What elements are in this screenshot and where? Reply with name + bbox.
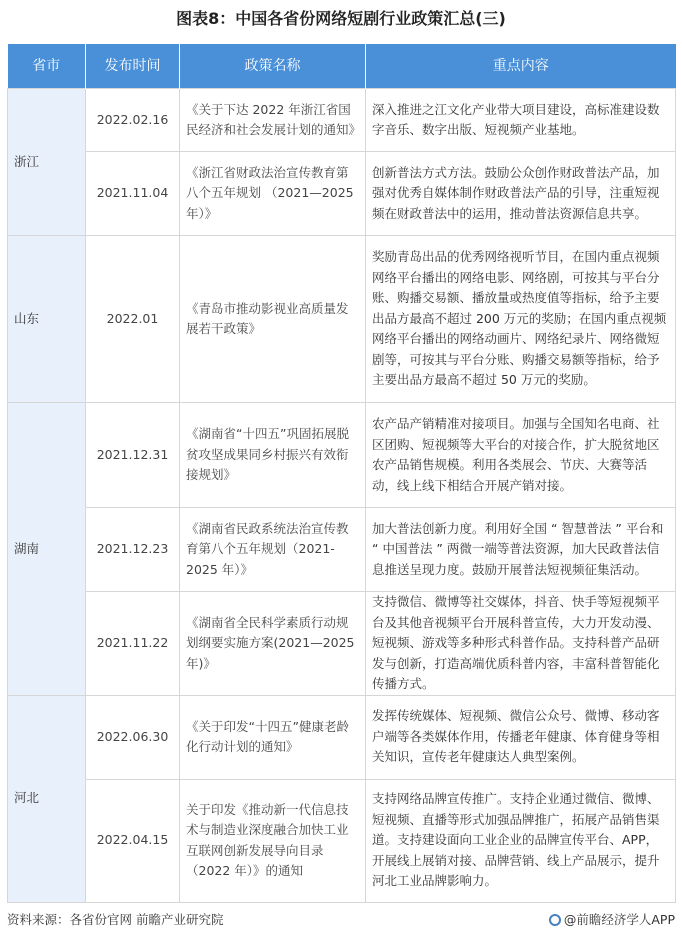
date-cell: 2021.12.31 — [86, 403, 180, 508]
header-key-content: 重点内容 — [366, 44, 676, 89]
province-cell: 山东 — [8, 236, 86, 403]
table-row — [8, 403, 676, 508]
date-cell: 2022.02.16 — [86, 89, 180, 152]
table-row — [8, 152, 676, 236]
province-cell: 河北 — [8, 695, 86, 902]
content-cell: 农产品产销精准对接项目。加强与全国知名电商、社区团购、短视频等大平台的对接合作，扩大脱贫地区农产品销售规模。利用各类展会、节庆、大赛等活动，线上线下相结合开展产销对接。 — [366, 403, 676, 508]
content-cell: 创新普法方式方法。鼓励公众创作财政普法产品，加强对优秀自媒体制作财政普法产品的引导，注重短视频在财政普法中的运用，推动普法资源信息共享。 — [366, 152, 676, 236]
policy-name-cell: 《关于印发“十四五”健康老龄化行动计划的通知》 — [180, 695, 366, 779]
content-cell: 加大普法创新力度。利用好全国 “ 智慧普法 ” 平台和 “ 中国普法 ” 两微一端等普法资源，加大民政普法信息推送呈现力度。鼓励开展普法短视频征集活动。 — [366, 508, 676, 592]
header-date: 发布时间 — [86, 44, 180, 89]
policy-name-cell: 关于印发《推动新一代信息技术与制造业深度融合加快工业互联网创新发展导向目录（2022 年）》的通知 — [180, 779, 366, 902]
date-cell: 2021.11.22 — [86, 592, 180, 696]
content-cell: 深入推进之江文化产业带大项目建设，高标准建设数字音乐、数字出版、短视频产业基地。 — [366, 89, 676, 152]
date-cell: 2022.04.15 — [86, 779, 180, 902]
content-cell: 奖励青岛出品的优秀网络视听节目，在国内重点视频网络平台播出的网络电影、网络剧，可按其与平台分账、购播交易额、播放量或热度值等指标，给予主要出品方最高不超过 200 万元的奖励；在国内重点视频网络平台播出的网络动画片、网络纪录片、网络微短剧等，可按其与平台分账、购播交易额等指标，给予主要出品方最高不超过 50 万元的奖励。 — [366, 236, 676, 403]
province-cell: 浙江 — [8, 89, 86, 236]
date-cell: 2021.12.23 — [86, 508, 180, 592]
province-cell: 湖南 — [8, 403, 86, 696]
date-cell: 2021.11.04 — [86, 152, 180, 236]
brand-label: @前瞻经济学人APP — [563, 912, 675, 927]
page-title: 图表8：中国各省份网络短剧行业政策汇总(三) — [176, 9, 506, 28]
brand-credit — [549, 911, 675, 929]
table-header-row — [8, 44, 676, 89]
content-cell: 支持网络品牌宣传推广。支持企业通过微信、微博、短视频、直播等形式加强品牌推广，拓展产品销售渠道。支持建设面向工业企业的品牌宣传平台、APP，开展线上展销对接、品牌营销、线上产品展示，提升河北工业品牌影响力。 — [366, 779, 676, 902]
table-row — [8, 236, 676, 403]
table-row — [8, 508, 676, 592]
policy-name-cell: 《湖南省全民科学素质行动规划纲要实施方案(2021—2025 年)》 — [180, 592, 366, 696]
policy-name-cell: 《湖南省民政系统法治宣传教育第八个五年规划（2021-2025 年）》 — [180, 508, 366, 592]
policy-name-cell: 《湖南省“十四五”巩固拓展脱贫攻坚成果同乡村振兴有效衔接规划》 — [180, 403, 366, 508]
content-cell: 发挥传统媒体、短视频、微信公众号、微博、移动客户端等各类媒体作用，传播老年健康、体育健身等相关知识，宣传老年健康达人典型案例。 — [366, 695, 676, 779]
policy-name-cell: 《青岛市推动影视业高质量发展若干政策》 — [180, 236, 366, 403]
date-cell: 2022.01 — [86, 236, 180, 403]
header-policy-name: 政策名称 — [180, 44, 366, 89]
date-cell: 2022.06.30 — [86, 695, 180, 779]
qianzhan-logo-icon — [549, 914, 561, 926]
table-row — [8, 779, 676, 902]
source-note: 资料来源：各省份官网 前瞻产业研究院 — [7, 912, 224, 927]
footer — [7, 911, 675, 929]
policy-name-cell: 《关于下达 2022 年浙江省国民经济和社会发展计划的通知》 — [180, 89, 366, 152]
table-row — [8, 695, 676, 779]
table-row — [8, 89, 676, 152]
policy-table — [7, 44, 676, 903]
content-cell: 支持微信、微博等社交媒体，抖音、快手等短视频平台及其他音视频平台开展科普宣传，大力开发动漫、短视频、游戏等多种形式科普作品。支持科普产品研发与创新，打造高端优质科普内容，丰富科普智能化传播方式。 — [366, 592, 676, 696]
table-row — [8, 592, 676, 696]
header-province: 省市 — [8, 44, 86, 89]
policy-name-cell: 《浙江省财政法治宣传教育第八个五年规划 （2021—2025 年）》 — [180, 152, 366, 236]
